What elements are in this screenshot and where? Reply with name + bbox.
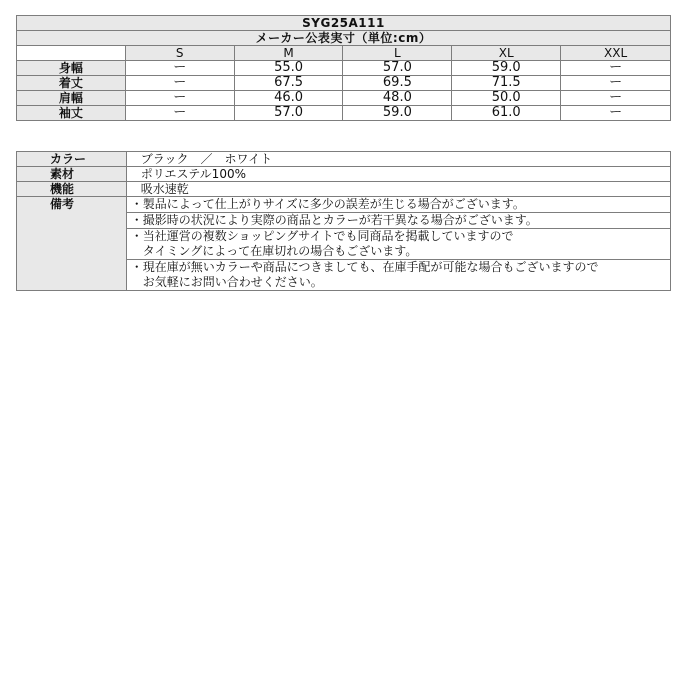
table-cell: 57.0 [234,106,343,121]
table-cell: 59.0 [452,61,561,76]
table-cell: ー [125,61,234,76]
size-header-xxl: XXL [561,46,671,61]
size-header-l: L [343,46,452,61]
note-line: ・当社運営の複数ショッピングサイトでも同商品を掲載していますので [130,229,514,243]
note-item [126,213,670,229]
note-line: ・撮影時の状況により実際の商品とカラーが若干異なる場合がございます。 [130,213,538,227]
function-label: 機能 [17,182,127,197]
row-label: 着丈 [17,76,126,91]
row-label: 肩幅 [17,91,126,106]
material-value: ポリエステル100% [126,167,670,182]
table-cell: ー [561,91,671,106]
table-cell: 59.0 [343,106,452,121]
notes-label: 備考 [17,197,127,291]
product-code: SYG25A111 [17,16,671,31]
table-cell: 55.0 [234,61,343,76]
color-value: ブラック ／ ホワイト [126,152,670,167]
row-label: 袖丈 [17,106,126,121]
table-cell: ー [125,106,234,121]
table-cell: ー [125,76,234,91]
table-cell: 71.5 [452,76,561,91]
row-label: 身幅 [17,61,126,76]
note-line: ・現在庫が無いカラーや商品につきましても、在庫手配が可能な場合もございますので [130,260,599,274]
table-cell: 67.5 [234,76,343,91]
size-header-xl: XL [452,46,561,61]
size-table [16,15,671,121]
table-cell: 57.0 [343,61,452,76]
measurement-row-shoulder [17,91,671,106]
note-item [126,260,670,291]
table-cell: 46.0 [234,91,343,106]
size-table-title: メーカー公表実寸（単位:cm） [17,31,671,46]
table-cell: ー [561,106,671,121]
table-cell: ー [561,61,671,76]
size-header-corner [17,46,126,61]
note-item [126,229,670,260]
note-line: タイミングによって在庫切れの場合もございます。 [130,244,418,258]
table-cell: ー [125,91,234,106]
product-info-table [16,151,671,291]
size-header-m: M [234,46,343,61]
measurement-row-sleeve [17,106,671,121]
material-label: 素材 [17,167,127,182]
measurement-row-length [17,76,671,91]
color-label: カラー [17,152,127,167]
size-header-s: S [125,46,234,61]
table-cell: ー [561,76,671,91]
table-cell: 48.0 [343,91,452,106]
table-cell: 61.0 [452,106,561,121]
table-cell: 69.5 [343,76,452,91]
table-cell: 50.0 [452,91,561,106]
measurement-row-body-width [17,61,671,76]
function-value: 吸水速乾 [126,182,670,197]
note-item [126,197,670,213]
note-line: お気軽にお問い合わせください。 [130,275,323,289]
note-line: ・製品によって仕上がりサイズに多少の誤差が生じる場合がございます。 [130,197,525,211]
